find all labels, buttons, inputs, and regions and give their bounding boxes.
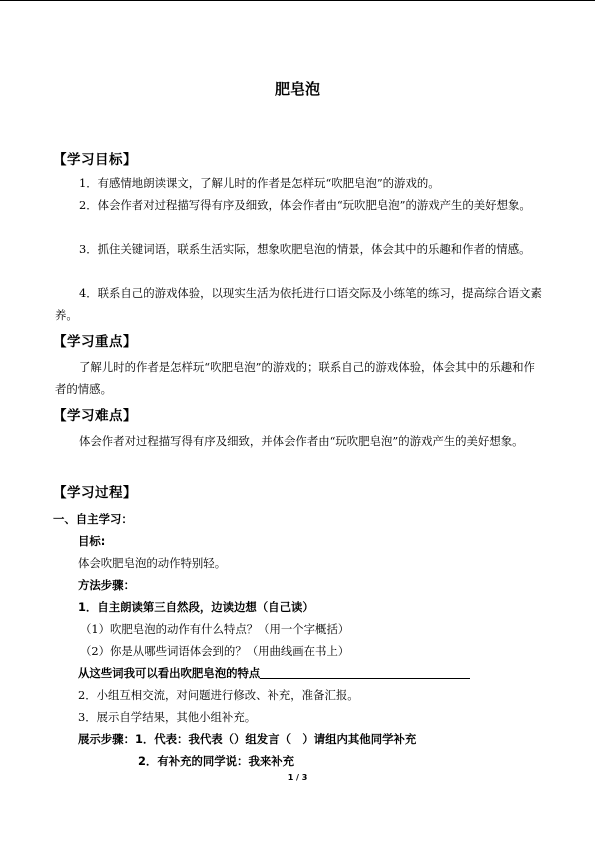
- show-steps-line-1: 展示步骤：1．代表：我代表（）组发言（ ）请组内其他同学补充: [78, 732, 417, 746]
- fill-prompt-line: [78, 662, 470, 684]
- target-label: 目标:: [78, 534, 106, 548]
- heading-difficulties: 【学习难点】: [53, 408, 137, 424]
- step3-text: 3．展示自学结果，其他小组补充。: [78, 710, 257, 724]
- goal-item-4: 4．联系自己的游戏体验，以现实生活为依托进行口语交际及小练笔的练习，提高综合语文素养。: [55, 286, 542, 322]
- difficulties-text: 体会作者对过程描写得有序及细致，并体会作者由“玩吹肥皂泡”的游戏产生的美好想象。: [79, 434, 524, 448]
- goal-item-3: 3．抓住关键词语，联系生活实际，想象吹肥皂泡的情景，体会其中的乐趣和作者的情感。: [79, 242, 531, 256]
- top-rule: [0, 0, 595, 1]
- target-text: 体会吹肥皂泡的动作特别轻。: [78, 556, 227, 570]
- page-title: 肥皂泡: [274, 80, 320, 98]
- method-label: 方法步骤：: [78, 578, 135, 592]
- show-steps-line-2: 2．有补充的同学说：我来补充: [138, 754, 295, 768]
- step2-text: 2．小组互相交流，对问题进行修改、补充，准备汇报。: [78, 688, 359, 702]
- page-number: 1 / 3: [287, 773, 308, 782]
- answer-blank[interactable]: [260, 666, 470, 679]
- fill-prompt: 从这些词我可以看出吹肥皂泡的特点: [78, 666, 261, 680]
- heading-goals: 【学习目标】: [53, 152, 137, 168]
- key-points-text: 了解儿时的作者是怎样玩“吹肥皂泡”的游戏的；联系自己的游戏体验，体会其中的乐趣和作者的情感。: [55, 360, 535, 396]
- goal-item-1: 1．有感情地朗读课文，了解儿时的作者是怎样玩“吹肥皂泡”的游戏的。: [79, 176, 440, 190]
- heading-key-points: 【学习重点】: [53, 334, 137, 350]
- step1-text: 1．自主朗读第三自然段，边读边想（自己读）: [78, 600, 314, 614]
- heading-process: 【学习过程】: [53, 485, 137, 501]
- goal-item-2: 2．体会作者对过程描写得有序及细致，体会作者由“玩吹肥皂泡”的游戏产生的美好想象。: [79, 198, 531, 212]
- part1-label: 一、自主学习：: [53, 512, 133, 526]
- question-1: （1）吹肥皂泡的动作有什么特点？（用一个字概括）: [80, 622, 350, 636]
- question-2: （2）你是从哪些词语体会到的？（用曲线画在书上）: [80, 644, 350, 658]
